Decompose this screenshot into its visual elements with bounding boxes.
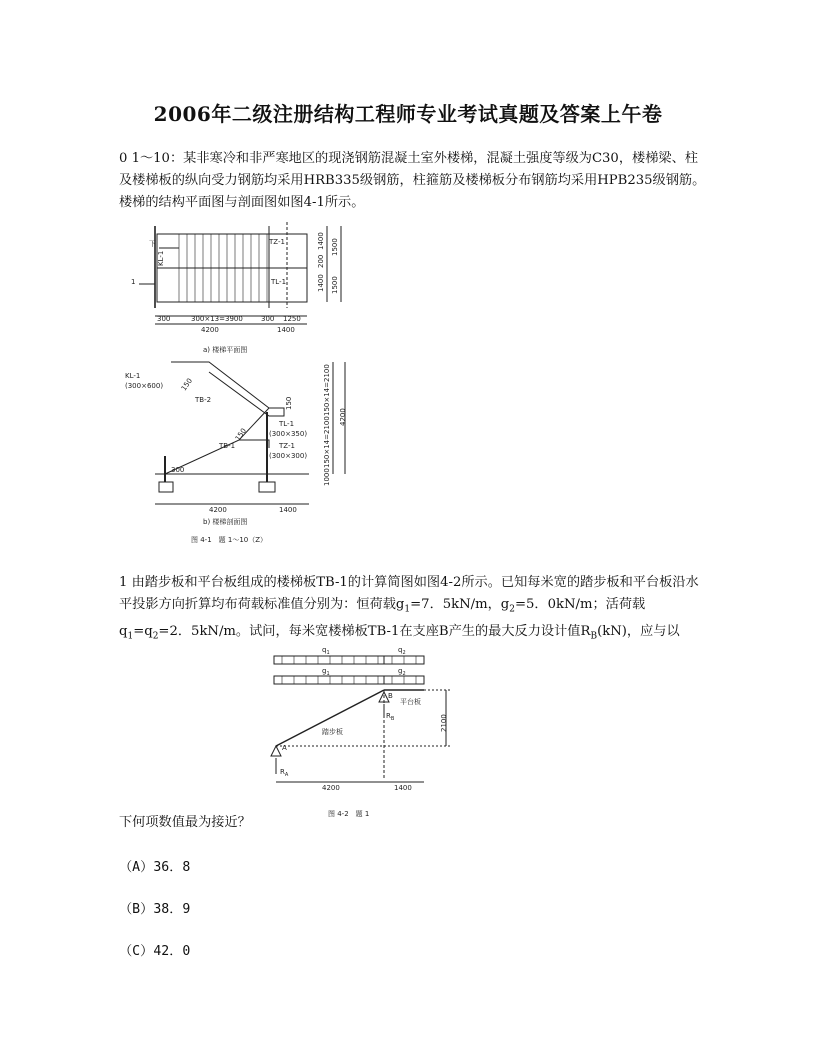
sec-col-size: 300 xyxy=(171,466,185,474)
sec-kl-size: (300×600) xyxy=(125,382,164,390)
sub-rb: B xyxy=(590,631,598,642)
sec-tb1-label: TB-1 xyxy=(219,442,236,450)
option-a[interactable]: （A）36．8 xyxy=(119,860,191,875)
sec-tz-label: TZ-1 xyxy=(279,442,295,450)
sec-dim-r3: 1000 xyxy=(323,468,331,486)
sub-g2: 2 xyxy=(509,604,515,615)
fig2-q1: $q_1$ xyxy=(322,646,330,656)
sec-thk1: 150 xyxy=(179,376,195,393)
sub-q2: 2 xyxy=(152,631,159,642)
plan-dim-1400: 1400 xyxy=(277,326,295,334)
fig2-g1: $g_1$ xyxy=(322,667,330,677)
question-1-text-a: 由踏步板和平台板组成的楼梯板TB-1的计算简图如图4-2所示。已知每米宽的踏步板和平台板沿水平投影方向折算均布荷载标准值分别为：恒荷载g xyxy=(119,575,699,612)
sec-dim-r1: 150×14=2100 xyxy=(323,364,331,416)
figure2-caption: 图 4-2 题 1 xyxy=(328,810,370,818)
sec-caption: b) 楼梯剖面图 xyxy=(203,518,248,526)
question-1-text-d: =q xyxy=(133,623,153,639)
plan-tz-label: TZ-1 xyxy=(269,238,285,246)
plan-tl-label: TL-1 xyxy=(271,278,287,286)
fig2-ra: $R_A$ xyxy=(280,768,289,778)
question-1-text-c: =5．0kN/m；活荷载q xyxy=(119,597,646,639)
plan-dim-r2: 200 xyxy=(317,254,325,268)
sec-tb2-label: TB-2 xyxy=(195,396,212,404)
plan-dim-3900: 300×13=3900 xyxy=(191,315,243,323)
sec-tl-size: (300×350) xyxy=(269,430,308,438)
plan-dim-300a: 300 xyxy=(157,315,171,323)
plan-dim-300b: 300 xyxy=(261,315,275,323)
fig2-point-b: B xyxy=(388,692,393,700)
option-c[interactable]: （C）42．0 xyxy=(119,944,191,959)
fig2-dim-1400: 1400 xyxy=(394,784,412,792)
fig2-rb: $R_B$ xyxy=(386,712,395,722)
fig2-g2: $g_2$ xyxy=(398,667,406,677)
fig2-q2: $q_2$ xyxy=(398,646,406,656)
sec-tz-size: (300×300) xyxy=(269,452,308,460)
sec-dim-1400: 1400 xyxy=(279,506,297,514)
figure-4-2 xyxy=(266,642,466,828)
intro-paragraph xyxy=(119,148,709,214)
question-1 xyxy=(119,572,709,647)
sec-dim-r4: 4200 xyxy=(339,408,347,426)
plan-section-mark: 1 xyxy=(131,278,136,286)
question-1-text-e: =2．5kN/m。试问，每米宽楼梯板TB-1在支座B产生的最大反力设计值R xyxy=(158,623,591,639)
sec-kl-label: KL-1 xyxy=(125,372,141,380)
fig2-platform-label: 平台板 xyxy=(400,698,421,706)
question-1-text-b: =7．5kN/m，g xyxy=(410,597,510,612)
option-b[interactable]: （B）38．9 xyxy=(119,902,191,917)
question-1-number: 1 xyxy=(119,575,128,590)
figure1-caption: 图 4-1 题 1～10（Z） xyxy=(191,536,268,544)
intro-text: 1～10：某非寒冷和非严寒地区的现浇钢筋混凝土室外楼梯，混凝土强度等级为C30，楼梯梁、柱及楼梯板的纵向受力钢筋均采用HRB335级钢筋，柱箍筋及楼梯板分布钢筋均采用HPB235级钢筋。楼梯的结构平面图与剖面图如图4-1所示。 xyxy=(119,151,706,210)
sub-g1: 1 xyxy=(404,604,411,615)
plan-kl-label: KL-1 xyxy=(157,250,165,266)
plan-dim-r4: 1500 xyxy=(331,238,339,256)
sec-dim-4200: 4200 xyxy=(209,506,227,514)
plan-dim-1250: 1250 xyxy=(283,315,301,323)
fig2-step-label: 踏步板 xyxy=(322,728,343,736)
sec-thk2: 150 xyxy=(233,426,249,443)
page-title: 2006年二级注册结构工程师专业考试真题及答案上午卷 xyxy=(153,102,663,126)
sub-q1: 1 xyxy=(127,631,134,642)
plan-arrow-label: 下 xyxy=(149,240,156,248)
sec-plat-thk: 150 xyxy=(285,396,293,410)
question-1-tail: 下何项数值最为接近？ xyxy=(119,815,251,830)
fig2-dim-4200: 4200 xyxy=(322,784,340,792)
intro-number: 0 xyxy=(119,151,128,166)
sec-tl-label: TL-1 xyxy=(279,420,295,428)
plan-caption: a) 楼梯平面图 xyxy=(203,346,248,354)
plan-dim-r5: 1500 xyxy=(331,276,339,294)
fig2-point-a: A xyxy=(282,744,287,752)
plan-dim-r1: 1400 xyxy=(317,232,325,250)
sec-dim-r2: 150×14=2100 xyxy=(323,416,331,468)
figure-4-1 xyxy=(119,212,359,556)
plan-dim-4200: 4200 xyxy=(201,326,219,334)
plan-dim-r3: 1400 xyxy=(317,274,325,292)
question-1-text-f: (kN)，应与以 xyxy=(597,623,680,639)
fig2-dim-2100: 2100 xyxy=(440,714,448,732)
